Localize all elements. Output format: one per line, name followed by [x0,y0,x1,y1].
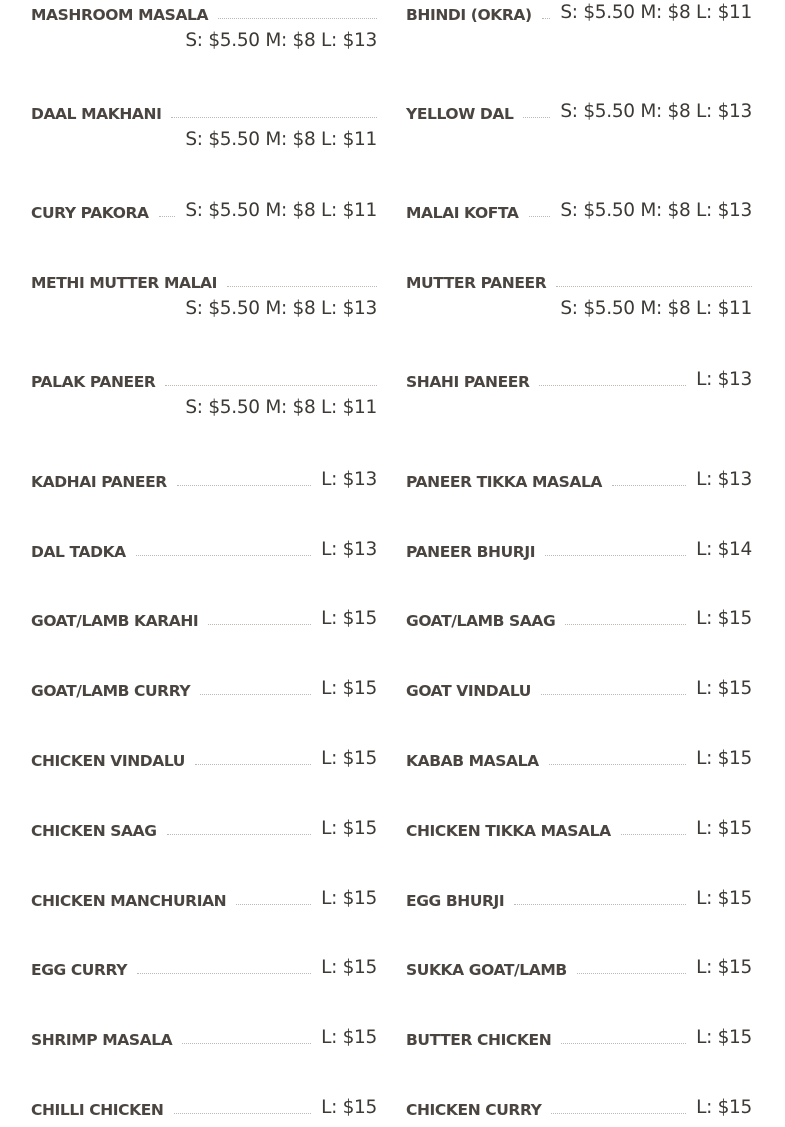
menu-item-name: EGG BHURJI [406,892,505,910]
menu-item-line [406,608,752,630]
menu-item-price: S: $5.50 M: $8 L: $11 [185,200,377,221]
menu-item-line [406,678,752,700]
menu-item-shahi-paneer [406,369,752,391]
menu-item-line [31,678,377,700]
menu-item-name: CHICKEN TIKKA MASALA [406,822,611,840]
menu-item-name: BHINDI (OKRA) [406,6,532,24]
menu-item-chicken-curry [406,1097,752,1119]
menu-item-line [31,469,377,491]
dot-leader [167,834,312,835]
dot-leader [565,624,686,625]
menu-item-price: S: $5.50 M: $8 L: $11 [560,2,752,23]
menu-item-malai-kofta [406,200,752,222]
menu-item-line [406,101,752,123]
dot-leader [523,117,550,118]
menu-item-name: SUKKA GOAT/LAMB [406,961,567,979]
menu-item-price: L: $15 [321,1027,377,1048]
menu-item-name: CHICKEN VINDALU [31,752,185,770]
menu-item-price: L: $15 [696,888,752,909]
menu-item-line [31,270,377,292]
dot-leader [218,18,377,19]
menu-item-line [406,1027,752,1049]
menu-item-price: L: $15 [696,818,752,839]
menu-item-name: CHICKEN SAAG [31,822,157,840]
menu-item-name: MALAI KOFTA [406,204,519,222]
dot-leader [551,1113,686,1114]
menu-item-line [406,200,752,222]
menu-item-line [31,608,377,630]
menu-item-price: L: $13 [696,469,752,490]
menu-item-kabab-masala [406,748,752,770]
menu-item-name: GOAT VINDALU [406,682,531,700]
menu-item-name: MUTTER PANEER [406,274,547,292]
dot-leader [171,117,377,118]
menu-item-price: L: $15 [321,678,377,699]
dot-leader [177,485,311,486]
menu-item-line [31,888,377,910]
menu-item-line [31,101,377,123]
menu-item-name: GOAT/LAMB CURRY [31,682,191,700]
menu-item-price: L: $15 [321,818,377,839]
menu-item-line [31,369,377,391]
menu-item-name: GOAT/LAMB KARAHI [31,612,199,630]
menu-item-name: DAAL MAKHANI [31,105,162,123]
menu-item-paneer-tikka-masala [406,469,752,491]
menu-item-shrimp-masala [31,1027,377,1049]
menu-item-chilli-chicken [31,1097,377,1119]
menu-item-price: S: $5.50 M: $8 L: $13 [185,298,377,319]
menu-item-chicken-tikka-masala [406,818,752,840]
menu-item-price: L: $13 [696,369,752,390]
menu-item-line [406,888,752,910]
menu-item-cury-pakora [31,200,377,222]
dot-leader [612,485,686,486]
dot-leader [159,216,176,217]
menu-item-mashroom-masala [31,2,377,52]
menu-item-price: L: $14 [696,539,752,560]
menu-item-butter-chicken [406,1027,752,1049]
menu-item-line [406,748,752,770]
menu-item-line [31,957,377,979]
menu-item-name: CHILLI CHICKEN [31,1101,164,1119]
dot-leader [561,1043,686,1044]
menu-item-line [406,369,752,391]
dot-leader [549,764,686,765]
menu-item-line [31,748,377,770]
dot-leader [182,1043,311,1044]
menu-item-line [31,1027,377,1049]
dot-leader [200,694,311,695]
menu-item-name: MASHROOM MASALA [31,6,209,24]
menu-item-name: KABAB MASALA [406,752,539,770]
menu-item-name: GOAT/LAMB SAAG [406,612,556,630]
menu-item-bhindi-okra [406,2,752,24]
menu-item-name: YELLOW DAL [406,105,514,123]
menu-item-price: L: $13 [321,539,377,560]
menu-item-goat-vindalu [406,678,752,700]
dot-leader [227,286,377,287]
dot-leader [621,834,686,835]
menu-item-name: CHICKEN CURRY [406,1101,542,1119]
menu-item-line [31,1097,377,1119]
menu-item-price: L: $15 [696,1027,752,1048]
dot-leader [542,18,551,19]
menu-item-price: S: $5.50 M: $8 L: $11 [560,298,752,319]
menu-item-name: BUTTER CHICKEN [406,1031,552,1049]
dot-leader [514,904,686,905]
menu-item-daal-makhani [31,101,377,151]
menu-item-price: L: $15 [696,957,752,978]
menu-item-line [31,2,377,24]
menu-item-price: L: $15 [321,957,377,978]
menu-item-name: PALAK PANEER [31,373,156,391]
menu-item-sukka-goat-lamb [406,957,752,979]
menu-item-price: L: $15 [696,1097,752,1118]
menu-item-line [406,469,752,491]
menu-item-name: CURY PAKORA [31,204,149,222]
menu-item-dal-tadka [31,539,377,561]
menu-item-line [31,818,377,840]
dot-leader [136,555,311,556]
dot-leader [577,973,686,974]
menu-item-goat-lamb-karahi [31,608,377,630]
menu-item-price: L: $15 [696,678,752,699]
dot-leader [541,694,686,695]
menu-item-egg-curry [31,957,377,979]
menu-item-price: S: $5.50 M: $8 L: $13 [560,101,752,122]
menu-item-name: SHRIMP MASALA [31,1031,173,1049]
menu-item-name: KADHAI PANEER [31,473,167,491]
menu-item-goat-lamb-curry [31,678,377,700]
menu-item-line [406,818,752,840]
menu-item-line [406,957,752,979]
dot-leader [529,216,551,217]
menu-item-price: S: $5.50 M: $8 L: $11 [185,129,377,150]
menu-item-goat-lamb-saag [406,608,752,630]
menu-item-methi-mutter-malai [31,270,377,320]
menu-item-paneer-bhurji [406,539,752,561]
dot-leader [174,1113,312,1114]
menu-item-yellow-dal [406,101,752,123]
menu-item-price: L: $15 [321,1097,377,1118]
menu-item-price: L: $15 [696,748,752,769]
menu-item-name: CHICKEN MANCHURIAN [31,892,227,910]
menu-item-line [406,539,752,561]
dot-leader [539,385,686,386]
dot-leader [195,764,311,765]
menu-item-price: S: $5.50 M: $8 L: $13 [560,200,752,221]
menu-item-price: L: $15 [321,888,377,909]
menu-item-line [31,200,377,222]
dot-leader [545,555,686,556]
menu-item-name: PANEER BHURJI [406,543,536,561]
menu-item-price: S: $5.50 M: $8 L: $11 [185,397,377,418]
menu-item-mutter-paneer [406,270,752,320]
dot-leader [165,385,377,386]
menu-item-price: L: $13 [321,469,377,490]
menu-item-palak-paneer [31,369,377,419]
menu-item-name: PANEER TIKKA MASALA [406,473,603,491]
menu-item-line [31,539,377,561]
menu-item-line [406,270,752,292]
menu-item-line [406,2,752,24]
dot-leader [236,904,311,905]
dot-leader [208,624,311,625]
dot-leader [556,286,752,287]
menu-item-name: SHAHI PANEER [406,373,530,391]
menu-item-line [406,1097,752,1119]
dot-leader [137,973,311,974]
menu-item-name: DAL TADKA [31,543,126,561]
menu-item-kadhai-paneer [31,469,377,491]
menu-item-price: L: $15 [696,608,752,629]
menu-item-name: EGG CURRY [31,961,128,979]
menu-item-egg-bhurji [406,888,752,910]
menu-item-price: L: $15 [321,608,377,629]
menu-item-chicken-vindalu [31,748,377,770]
menu-item-name: METHI MUTTER MALAI [31,274,218,292]
menu-item-chicken-manchurian [31,888,377,910]
menu-item-chicken-saag [31,818,377,840]
menu-item-price: S: $5.50 M: $8 L: $13 [185,30,377,51]
menu-item-price: L: $15 [321,748,377,769]
